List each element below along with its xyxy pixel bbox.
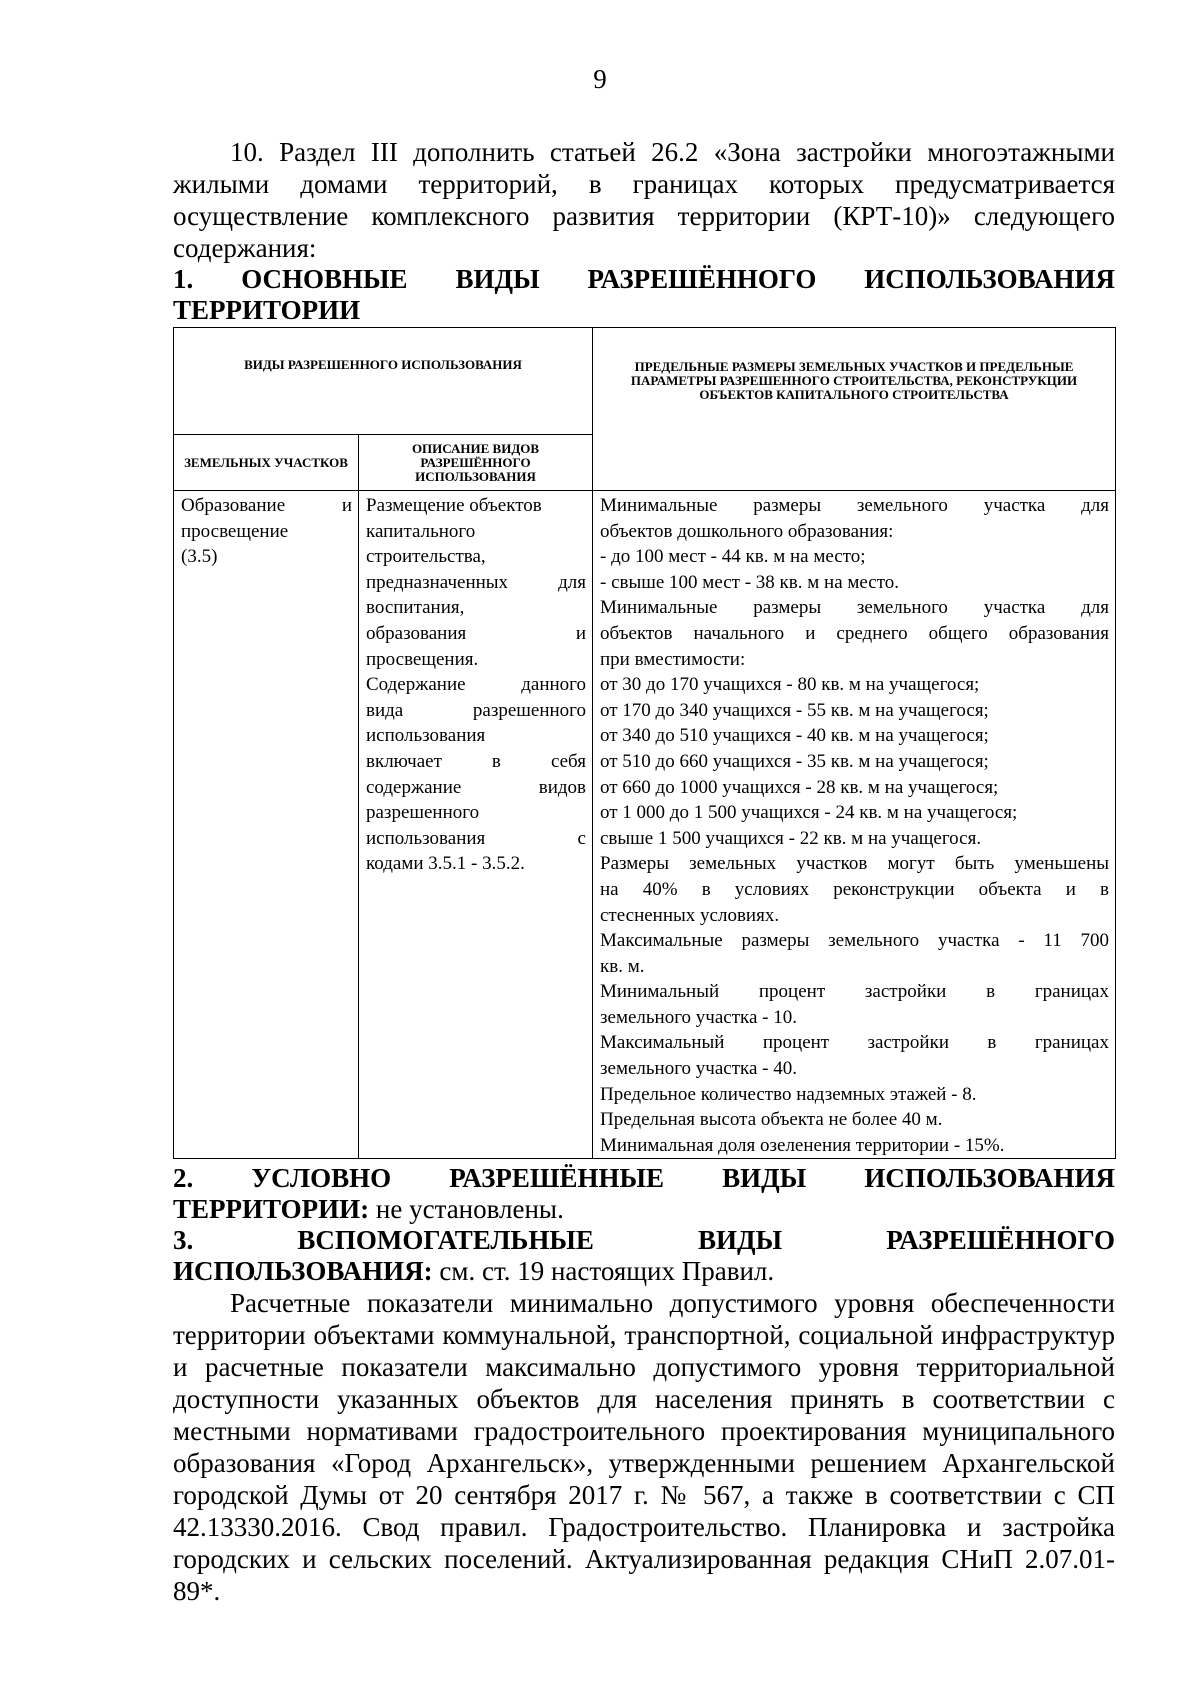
cell-limit-parameters [593, 491, 1116, 1159]
section-3-heading-line [173, 1225, 1115, 1256]
cell-line: от 510 до 660 учащихся - 35 кв. м на учащегося; [600, 750, 989, 772]
section-3-word: ВСПОМОГАТЕЛЬНЫЕ [297, 1225, 594, 1256]
intro-paragraph: 10. Раздел III дополнить статьей 26.2 «Зона застройки многоэтажными жилыми домами территорий, в границах которых предусматривается осуществление комплексного развития территории (КРТ-10)» следующего содержания: [173, 137, 1115, 263]
cell-line: использования [366, 725, 486, 747]
cell-line: Минимальная доля озеленения территории - 15%. [600, 1134, 1005, 1156]
cell-line: при вместимости: [600, 648, 746, 670]
cell-line: образования и [366, 622, 586, 644]
cell-line: от 340 до 510 учащихся - 40 кв. м на учащегося; [600, 725, 989, 747]
header-permitted-use-types: ВИДЫ РАЗРЕШЕННОГО ИСПОЛЬЗОВАНИЯ [174, 328, 593, 435]
cell-line: Размеры земельных участков могут быть уменьшены [600, 853, 1109, 875]
cell-line: стесненных условиях. [600, 904, 780, 926]
section-1-word: ОСНОВНЫЕ [241, 264, 408, 294]
section-3-label: ИСПОЛЬЗОВАНИЯ: [173, 1256, 433, 1287]
cell-line: Размещение объектов [366, 495, 542, 516]
cell-line: объектов начального и среднего общего образования [600, 622, 1109, 644]
cell-land-use-type [174, 491, 359, 1159]
cell-line: земельного участка - 10. [600, 1006, 797, 1028]
final-paragraph: Расчетные показатели минимально допустимого уровня обеспеченности территории объектами коммунальной, транспортной, социальной инфраструктур и расчетные показатели максимально допустимого уровня территориальной доступности указанных объектов для населения принять в соответствии с местными нормативами градостроительного проектирования муниципального образования «Город Архангельск», утвержденными решением Архангельской городской Думы от 20 сентября 2017 г. № 567, а также в соответствии с СП 42.13330.2016. Свод правил. Градостроительство. Планировка и застройка городских и сельских поселений. Актуализированная редакция СНиП 2.07.01-89*. [173, 1288, 1115, 1607]
header-limits-parameters: ПРЕДЕЛЬНЫЕ РАЗМЕРЫ ЗЕМЕЛЬНЫХ УЧАСТКОВ И ПРЕДЕЛЬНЫЕ ПАРАМЕТРЫ РАЗРЕШЕННОГО СТРОИТЕЛЬСТВА, РЕКОНСТРУКЦИИ ОБЪЕКТОВ КАПИТАЛЬНОГО СТРОИТЕЛЬСТВА [593, 328, 1116, 491]
cell-line: воспитания, [366, 597, 465, 619]
section-1-heading-line [173, 264, 1115, 295]
section-3-heading [173, 1225, 1115, 1287]
cell-line: Максимальные размеры земельного участка - 11 700 [600, 930, 1109, 952]
section-2-heading-line [173, 1163, 1115, 1194]
cell-line: использования с [366, 827, 586, 849]
cell-line: - до 100 мест - 44 кв. м на место; [600, 546, 866, 568]
cell-line: кв. м. [600, 955, 645, 977]
cell-line: от 660 до 1000 учащихся - 28 кв. м на учащегося; [600, 776, 999, 798]
cell-line: от 1 000 до 1 500 учащихся - 24 кв. м на учащегося; [600, 802, 1018, 824]
section-3-heading-line2 [173, 1256, 774, 1287]
section-3-word: РАЗРЕШЁННОГО [886, 1225, 1115, 1256]
table-header-row [174, 328, 1116, 435]
section-2-heading-line2 [173, 1194, 564, 1225]
section-3-value: см. ст. 19 настоящих Правил. [432, 1256, 775, 1287]
cell-line: свыше 1 500 учащихся - 22 кв. м на учащегося. [600, 827, 982, 849]
cell-line: строительства, [366, 546, 486, 568]
cell-line: Образование и [181, 495, 352, 516]
cell-line: разрешенного [366, 802, 480, 824]
section-2-number: 2. [173, 1163, 194, 1194]
cell-line: - свыше 100 мест - 38 кв. м на место. [600, 571, 900, 593]
table-row [174, 491, 1116, 1159]
section-2-label: ТЕРРИТОРИИ: [173, 1194, 370, 1225]
section-2-word: РАЗРЕШЁННЫЕ [449, 1163, 665, 1194]
cell-line: Минимальные размеры земельного участка для [600, 597, 1109, 619]
cell-line: Максимальный процент застройки в границах [600, 1032, 1109, 1054]
section-1-heading [173, 264, 1115, 326]
section-3-word: ВИДЫ [697, 1225, 783, 1256]
section-2-heading [173, 1163, 1115, 1225]
header-use-description: ОПИСАНИЕ ВИДОВ РАЗРЕШЁННОГО ИСПОЛЬЗОВАНИЯ [359, 435, 593, 491]
cell-line: Минимальные размеры земельного участка для [600, 495, 1109, 516]
section-2-value: не установлены. [369, 1194, 564, 1225]
cell-line: предназначенных для [366, 571, 586, 593]
cell-line: на 40% в условиях реконструкции объекта и в [600, 878, 1109, 900]
header-land-plots: ЗЕМЕЛЬНЫХ УЧАСТКОВ [174, 435, 359, 491]
cell-line: земельного участка - 40. [600, 1058, 797, 1080]
cell-line: Минимальный процент застройки в границах [600, 981, 1109, 1003]
cell-line: включает в себя [366, 750, 586, 772]
cell-line: Предельное количество надземных этажей - 8. [600, 1083, 977, 1105]
section-2-word: ВИДЫ [722, 1163, 807, 1194]
cell-use-description [359, 491, 593, 1159]
land-use-table [173, 327, 1116, 1159]
cell-line: объектов дошкольного образования: [600, 520, 894, 542]
cell-line: (3.5) [181, 546, 218, 568]
section-1-word: РАЗРЕШЁННОГО [587, 264, 817, 294]
cell-line: кодами 3.5.1 - 3.5.2. [366, 853, 525, 875]
cell-line: от 30 до 170 учащихся - 80 кв. м на учащегося; [600, 674, 980, 696]
section-1-heading-line2: ТЕРРИТОРИИ [173, 295, 361, 325]
page-number: 9 [593, 64, 607, 94]
cell-line: капитального [366, 520, 476, 542]
section-2-word: ИСПОЛЬЗОВАНИЯ [864, 1163, 1115, 1194]
cell-line: Содержание данного [366, 674, 586, 696]
cell-line: вида разрешенного [366, 699, 586, 721]
document-body [173, 136, 1115, 1607]
cell-line: просвещения. [366, 648, 479, 670]
section-1-number: 1. [173, 264, 194, 294]
cell-line: Предельная высота объекта не более 40 м. [600, 1109, 943, 1131]
section-1-word: ВИДЫ [455, 264, 540, 294]
section-3-number: 3. [173, 1225, 194, 1256]
cell-line: содержание видов [366, 776, 586, 798]
cell-line: от 170 до 340 учащихся - 55 кв. м на учащегося; [600, 699, 989, 721]
section-1-word: ИСПОЛЬЗОВАНИЯ [864, 264, 1115, 294]
cell-line: просвещение [181, 520, 289, 542]
section-2-word: УСЛОВНО [251, 1163, 392, 1194]
